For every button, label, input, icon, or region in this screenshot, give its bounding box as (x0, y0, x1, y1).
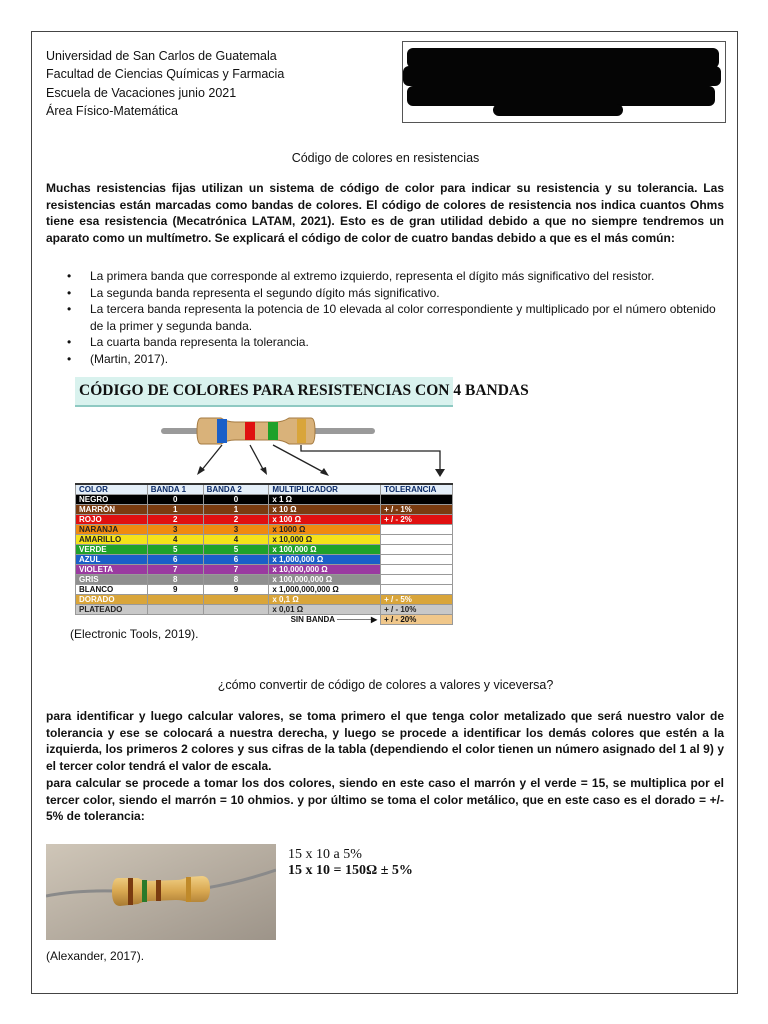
table-row-no-band (76, 615, 453, 625)
band2-cell: 1 (203, 505, 269, 515)
bullet-citation (90, 351, 724, 368)
tolerance-cell (381, 585, 453, 595)
table-row (76, 505, 453, 515)
color-cell: VERDE (76, 545, 148, 555)
band2-cell: 3 (203, 525, 269, 535)
header-line-faculty: Facultad de Ciencias Químicas y Farmacia (46, 67, 285, 82)
list-item: • La segunda banda representa el segundo dígito más significativo. (90, 285, 724, 302)
color-cell: AZUL (76, 555, 148, 565)
header-band2: BANDA 2 (203, 484, 269, 495)
table-row (76, 545, 453, 555)
tolerance-cell (381, 565, 453, 575)
resistor-diagram (75, 407, 453, 483)
color-cell: MARRÓN (76, 505, 148, 515)
color-cell: NEGRO (76, 495, 148, 505)
color-cell: GRIS (76, 575, 148, 585)
header-tolerance: TOLERANCIA (381, 484, 453, 495)
tolerance-cell: + / - 1% (381, 505, 453, 515)
tolerance-cell: + / - 2% (381, 515, 453, 525)
band2-cell: 5 (203, 545, 269, 555)
band1-cell: 2 (147, 515, 203, 525)
table-row (76, 585, 453, 595)
color-cell: PLATEADO (76, 605, 148, 615)
multiplier-cell: x 0,1 Ω (269, 595, 381, 605)
multiplier-cell: x 0,01 Ω (269, 605, 381, 615)
multiplier-cell: x 1 Ω (269, 495, 381, 505)
color-code-infographic (75, 377, 529, 625)
band1-cell: 5 (147, 545, 203, 555)
header-color: COLOR (76, 484, 148, 495)
infographic-title: CÓDIGO DE COLORES PARA RESISTENCIAS CON 4 BANDAS (75, 377, 453, 407)
resistor-photo (46, 844, 276, 940)
document-page (31, 31, 738, 994)
table-row (76, 535, 453, 545)
band2-cell: 2 (203, 515, 269, 525)
band2-cell: 7 (203, 565, 269, 575)
institution-header (46, 47, 284, 121)
band1-cell: 0 (147, 495, 203, 505)
header-band1: BANDA 1 (147, 484, 203, 495)
resistor-photo-illustration (46, 844, 276, 940)
intro-paragraph: Muchas resistencias fijas utilizan un sistema de código de color para indicar su resistencia y su tolerancia. Las resistencias están marcadas como bandas de colores. El código de colores de resistencia nos indica cuantos Ohms tiene esa resistencia (Mecatrónica LATAM, 2021). Esto es de gran utilidad debido a que no siempre tendremos un aparato como un multímetro. Se explicará el código de color de cuatro bandas debido a que es el más común: (46, 181, 724, 245)
band1-cell: 8 (147, 575, 203, 585)
band-explanation-list (46, 268, 724, 367)
multiplier-cell: x 10,000,000 Ω (269, 565, 381, 575)
calc-line-1: 15 x 10 a 5% (288, 847, 362, 862)
tolerance-cell (381, 495, 453, 505)
table-header-row (76, 484, 453, 495)
photo-citation: (Alexander, 2017). (46, 949, 145, 963)
multiplier-cell: x 10 Ω (269, 505, 381, 515)
redaction-mark (407, 48, 719, 68)
color-cell: AMARILLO (76, 535, 148, 545)
multiplier-cell: x 100 Ω (269, 515, 381, 525)
table-row (76, 515, 453, 525)
redaction-mark (407, 86, 715, 106)
explanation-paragraph-2: para calcular se procede a tomar los dos colores, siendo en este caso el marrón y el verde = 15, se multiplica por el tercer color, siendo el marrón = 10 ohmios. y por último se toma el color metálico, que en este caso es el dorado = +/- 5% de tolerancia: (46, 776, 724, 824)
tolerance-cell (381, 525, 453, 535)
multiplier-cell: x 1,000,000,000 Ω (269, 585, 381, 595)
color-cell: BLANCO (76, 585, 148, 595)
multiplier-cell: x 10,000 Ω (269, 535, 381, 545)
color-cell: DORADO (76, 595, 148, 605)
no-band-tolerance: + / - 20% (381, 615, 453, 625)
table-row (76, 575, 453, 585)
header-multiplier: MULTIPLICADOR (269, 484, 381, 495)
tolerance-cell: + / - 10% (381, 605, 453, 615)
table-row (76, 595, 453, 605)
header-line-university: Universidad de San Carlos de Guatemala (46, 49, 277, 63)
table-row (76, 605, 453, 615)
explanation-paragraph-1: para identificar y luego calcular valores, se toma primero el que tenga color metalizado que será nuestro valor de tolerancia y ese se colocará a nuestra derecha, y luego se procede a identificar los demás colores que estén a la izquierda, los primeros 2 colores y sus cifras de la tabla (dependiendo el color tienen un número asignado del 1 al 9) y el tercer color tendrá el valor de escala. (46, 709, 724, 773)
list-item: • La tercera banda representa la potencia de 10 elevada al color correspondiente y multiplicado por el número obtenido de la primer y segunda banda. (90, 301, 724, 334)
list-item: • La cuarta banda representa la tolerancia. (90, 334, 724, 351)
color-cell: ROJO (76, 515, 148, 525)
redaction-mark (493, 104, 623, 116)
table-row (76, 495, 453, 505)
tolerance-cell (381, 575, 453, 585)
tolerance-cell (381, 555, 453, 565)
band2-cell: 8 (203, 575, 269, 585)
band2-cell (203, 595, 269, 605)
band1-cell: 9 (147, 585, 203, 595)
band1-cell: 7 (147, 565, 203, 575)
multiplier-cell: x 100,000 Ω (269, 545, 381, 555)
calc-line-2: 15 x 10 = 150Ω ± 5% (288, 863, 413, 878)
band2-cell: 9 (203, 585, 269, 595)
color-cell: NARANJA (76, 525, 148, 535)
redaction-mark (403, 66, 721, 86)
band1-cell: 1 (147, 505, 203, 515)
band1-cell: 3 (147, 525, 203, 535)
empty-cell (76, 615, 269, 625)
multiplier-cell: x 100,000,000 Ω (269, 575, 381, 585)
band2-cell: 0 (203, 495, 269, 505)
header-line-area: Área Físico-Matemática (46, 104, 178, 119)
citation-text: (Martin, 2017). (90, 351, 169, 366)
tolerance-cell (381, 535, 453, 545)
multiplier-cell: x 1000 Ω (269, 525, 381, 535)
tolerance-cell (381, 545, 453, 555)
page-title: Código de colores en resistencias (291, 151, 480, 165)
color-code-table (75, 483, 453, 625)
redacted-info-box (402, 41, 726, 123)
section-question: ¿cómo convertir de código de colores a valores y viceversa? (217, 678, 554, 692)
calculation-block (288, 847, 413, 879)
list-item: • La primera banda que corresponde al extremo izquierdo, representa el dígito más significativo del resistor. (90, 268, 724, 285)
no-band-label-cell (269, 615, 381, 625)
infographic-citation: (Electronic Tools, 2019). (70, 627, 199, 641)
color-cell: VIOLETA (76, 565, 148, 575)
table-row (76, 525, 453, 535)
resistor-illustration (75, 407, 453, 483)
band1-cell (147, 595, 203, 605)
table-row (76, 555, 453, 565)
header-line-school: Escuela de Vacaciones junio 2021 (46, 85, 237, 100)
no-band-label: SIN BANDA (290, 615, 335, 625)
table-row (76, 565, 453, 575)
arrow-right-icon: ──────▶ (334, 615, 378, 625)
band1-cell: 4 (147, 535, 203, 545)
band1-cell: 6 (147, 555, 203, 565)
band2-cell: 4 (203, 535, 269, 545)
tolerance-cell: + / - 5% (381, 595, 453, 605)
multiplier-cell: x 1,000,000 Ω (269, 555, 381, 565)
band1-cell (147, 605, 203, 615)
band2-cell (203, 605, 269, 615)
band2-cell: 6 (203, 555, 269, 565)
